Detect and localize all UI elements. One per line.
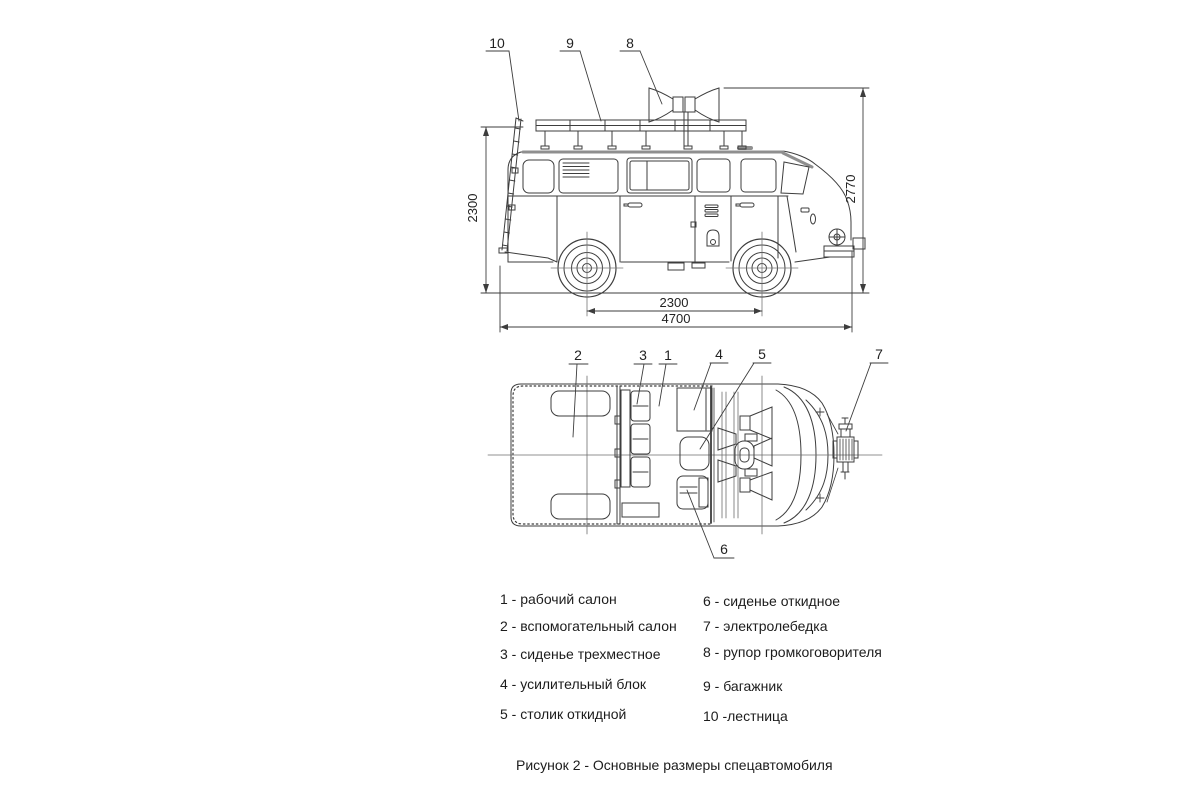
callout-work-salon-number: 1 xyxy=(664,347,672,363)
headlight xyxy=(811,214,816,224)
callout-amplifier-number: 4 xyxy=(715,346,723,362)
legend-item-3: 3 - сиденье трехместное xyxy=(500,646,661,662)
body-louver-vent xyxy=(705,205,718,217)
callout-ladder-number: 10 xyxy=(489,35,505,51)
callout-rack-number: 9 xyxy=(566,35,574,51)
door-handle xyxy=(628,203,642,207)
rear-wheel xyxy=(551,232,623,316)
callout-folding-seat-number: 6 xyxy=(720,541,728,557)
side-view-callouts xyxy=(486,35,662,121)
window-4 xyxy=(697,159,730,192)
side-view xyxy=(465,35,869,332)
cab-door-handle-nub xyxy=(736,204,740,206)
legend-item-5: 5 - столик откидной xyxy=(500,706,627,722)
door-handle-nub xyxy=(624,204,628,206)
door-details xyxy=(624,203,754,246)
dim-wheelbase-value: 2300 xyxy=(659,295,689,310)
ladder xyxy=(499,118,523,253)
dim-rear-height-value: 2300 xyxy=(465,193,480,223)
rear-window xyxy=(523,160,554,193)
callout-winch-number: 7 xyxy=(875,346,883,362)
front-wheel xyxy=(726,232,798,316)
window-2 xyxy=(559,159,618,193)
legend-item-2: 2 - вспомогательный салон xyxy=(500,618,677,634)
louver-vent-window xyxy=(563,163,589,177)
door-pull-cup xyxy=(707,230,719,246)
legend-item-10: 10 -лестница xyxy=(703,708,788,724)
legend-item-8: 8 - рупор громкоговорителя xyxy=(703,644,882,660)
legend-item-4: 4 - усилительный блок xyxy=(500,676,647,692)
centerlines xyxy=(488,376,882,534)
callout-bench-number: 3 xyxy=(639,347,647,363)
callout-horn-number: 8 xyxy=(626,35,634,51)
front-winch xyxy=(824,229,865,257)
legend-item-7: 7 - электролебедка xyxy=(703,618,828,634)
cab-door-window xyxy=(741,159,776,192)
legend-item-9: 9 - багажник xyxy=(703,678,783,694)
front-details xyxy=(801,208,865,257)
cab-door-handle xyxy=(740,203,754,207)
dim-total-height-value: 2770 xyxy=(843,174,858,204)
front-handle xyxy=(801,208,809,212)
windshield xyxy=(781,162,809,194)
roof-rack xyxy=(536,120,746,149)
dim-total-length xyxy=(500,252,852,332)
loudspeaker-horn xyxy=(649,88,719,146)
callout-aux-salon-number: 2 xyxy=(574,347,582,363)
figure-caption: Рисунок 2 - Основные размеры спецавтомобиля xyxy=(516,757,833,773)
callout-table-number: 5 xyxy=(758,346,766,362)
side-windows xyxy=(523,158,809,194)
door-step-cabinet xyxy=(622,503,659,517)
top-view xyxy=(488,346,888,558)
rear-step xyxy=(505,252,557,262)
sliding-window xyxy=(627,158,692,193)
legend-item-6: 6 - сиденье откидное xyxy=(703,593,841,609)
dim-total-length-value: 4700 xyxy=(661,311,691,326)
underbody-parts xyxy=(505,252,705,270)
legend-item-1: 1 - рабочий салон xyxy=(500,591,617,607)
sliding-window-inner xyxy=(630,161,689,190)
horn-post xyxy=(684,112,688,146)
rack-supports xyxy=(541,131,746,149)
door-pull-button xyxy=(711,240,716,245)
